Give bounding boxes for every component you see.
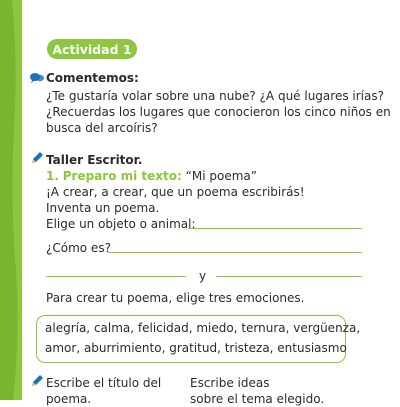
- taller-line-3: Elige un objeto o animal:: [46, 217, 196, 231]
- speech-bubbles-icon: [30, 72, 44, 84]
- taller-line-2: Inventa un poema.: [46, 201, 160, 215]
- bottom-right-line-1: Escribe ideas: [190, 376, 270, 390]
- comentemos-title: Comentemos:: [46, 71, 139, 85]
- bottom-right-line-2: sobre el tema elegido.: [190, 392, 325, 406]
- connector-y: y: [199, 269, 207, 283]
- step-number: 1.: [46, 169, 59, 183]
- pencil-icon: [30, 151, 44, 165]
- step-value: “Mi poema”: [185, 169, 257, 183]
- emotions-box: [36, 315, 361, 363]
- bottom-left-line-1: Escribe el título del: [46, 376, 162, 390]
- taller-title: Taller Escritor.: [46, 153, 143, 167]
- taller-line-4: ¿Cómo es?: [46, 241, 111, 255]
- activity-badge: [47, 39, 137, 59]
- comentemos-line-2: ¿Recuerdas los lugares que conocieron los cinco niños en: [46, 105, 391, 119]
- comentemos-line-1: ¿Te gustaría volar sobre una nube? ¿A qué lugares irías?: [46, 89, 384, 103]
- step-label: Preparo mi texto:: [62, 169, 182, 183]
- emotions-row-1: alegría, calma, felicidad, miedo, ternura, vergüenza,: [45, 321, 361, 335]
- quality-answer-line-1[interactable]: [46, 276, 186, 277]
- left-decorative-strip: [0, 0, 22, 400]
- activity-label: Actividad 1: [52, 41, 132, 57]
- pencil-icon-bottom: [30, 374, 44, 388]
- taller-line-1: ¡A crear, a crear, que un poema escribirás!: [46, 185, 305, 199]
- quality-answer-line-2[interactable]: [216, 276, 362, 277]
- bottom-left-line-2: poema.: [46, 392, 92, 406]
- emotions-row-2: amor, aburrimiento, gratitud, tristeza, entusiasmo: [45, 341, 347, 355]
- comentemos-line-3: busca del arcoíris?: [46, 121, 158, 135]
- description-answer-line[interactable]: [108, 252, 362, 253]
- object-answer-line[interactable]: [188, 228, 362, 229]
- step-heading: [46, 168, 257, 184]
- emotions-prompt: Para crear tu poema, elige tres emociones.: [46, 291, 305, 305]
